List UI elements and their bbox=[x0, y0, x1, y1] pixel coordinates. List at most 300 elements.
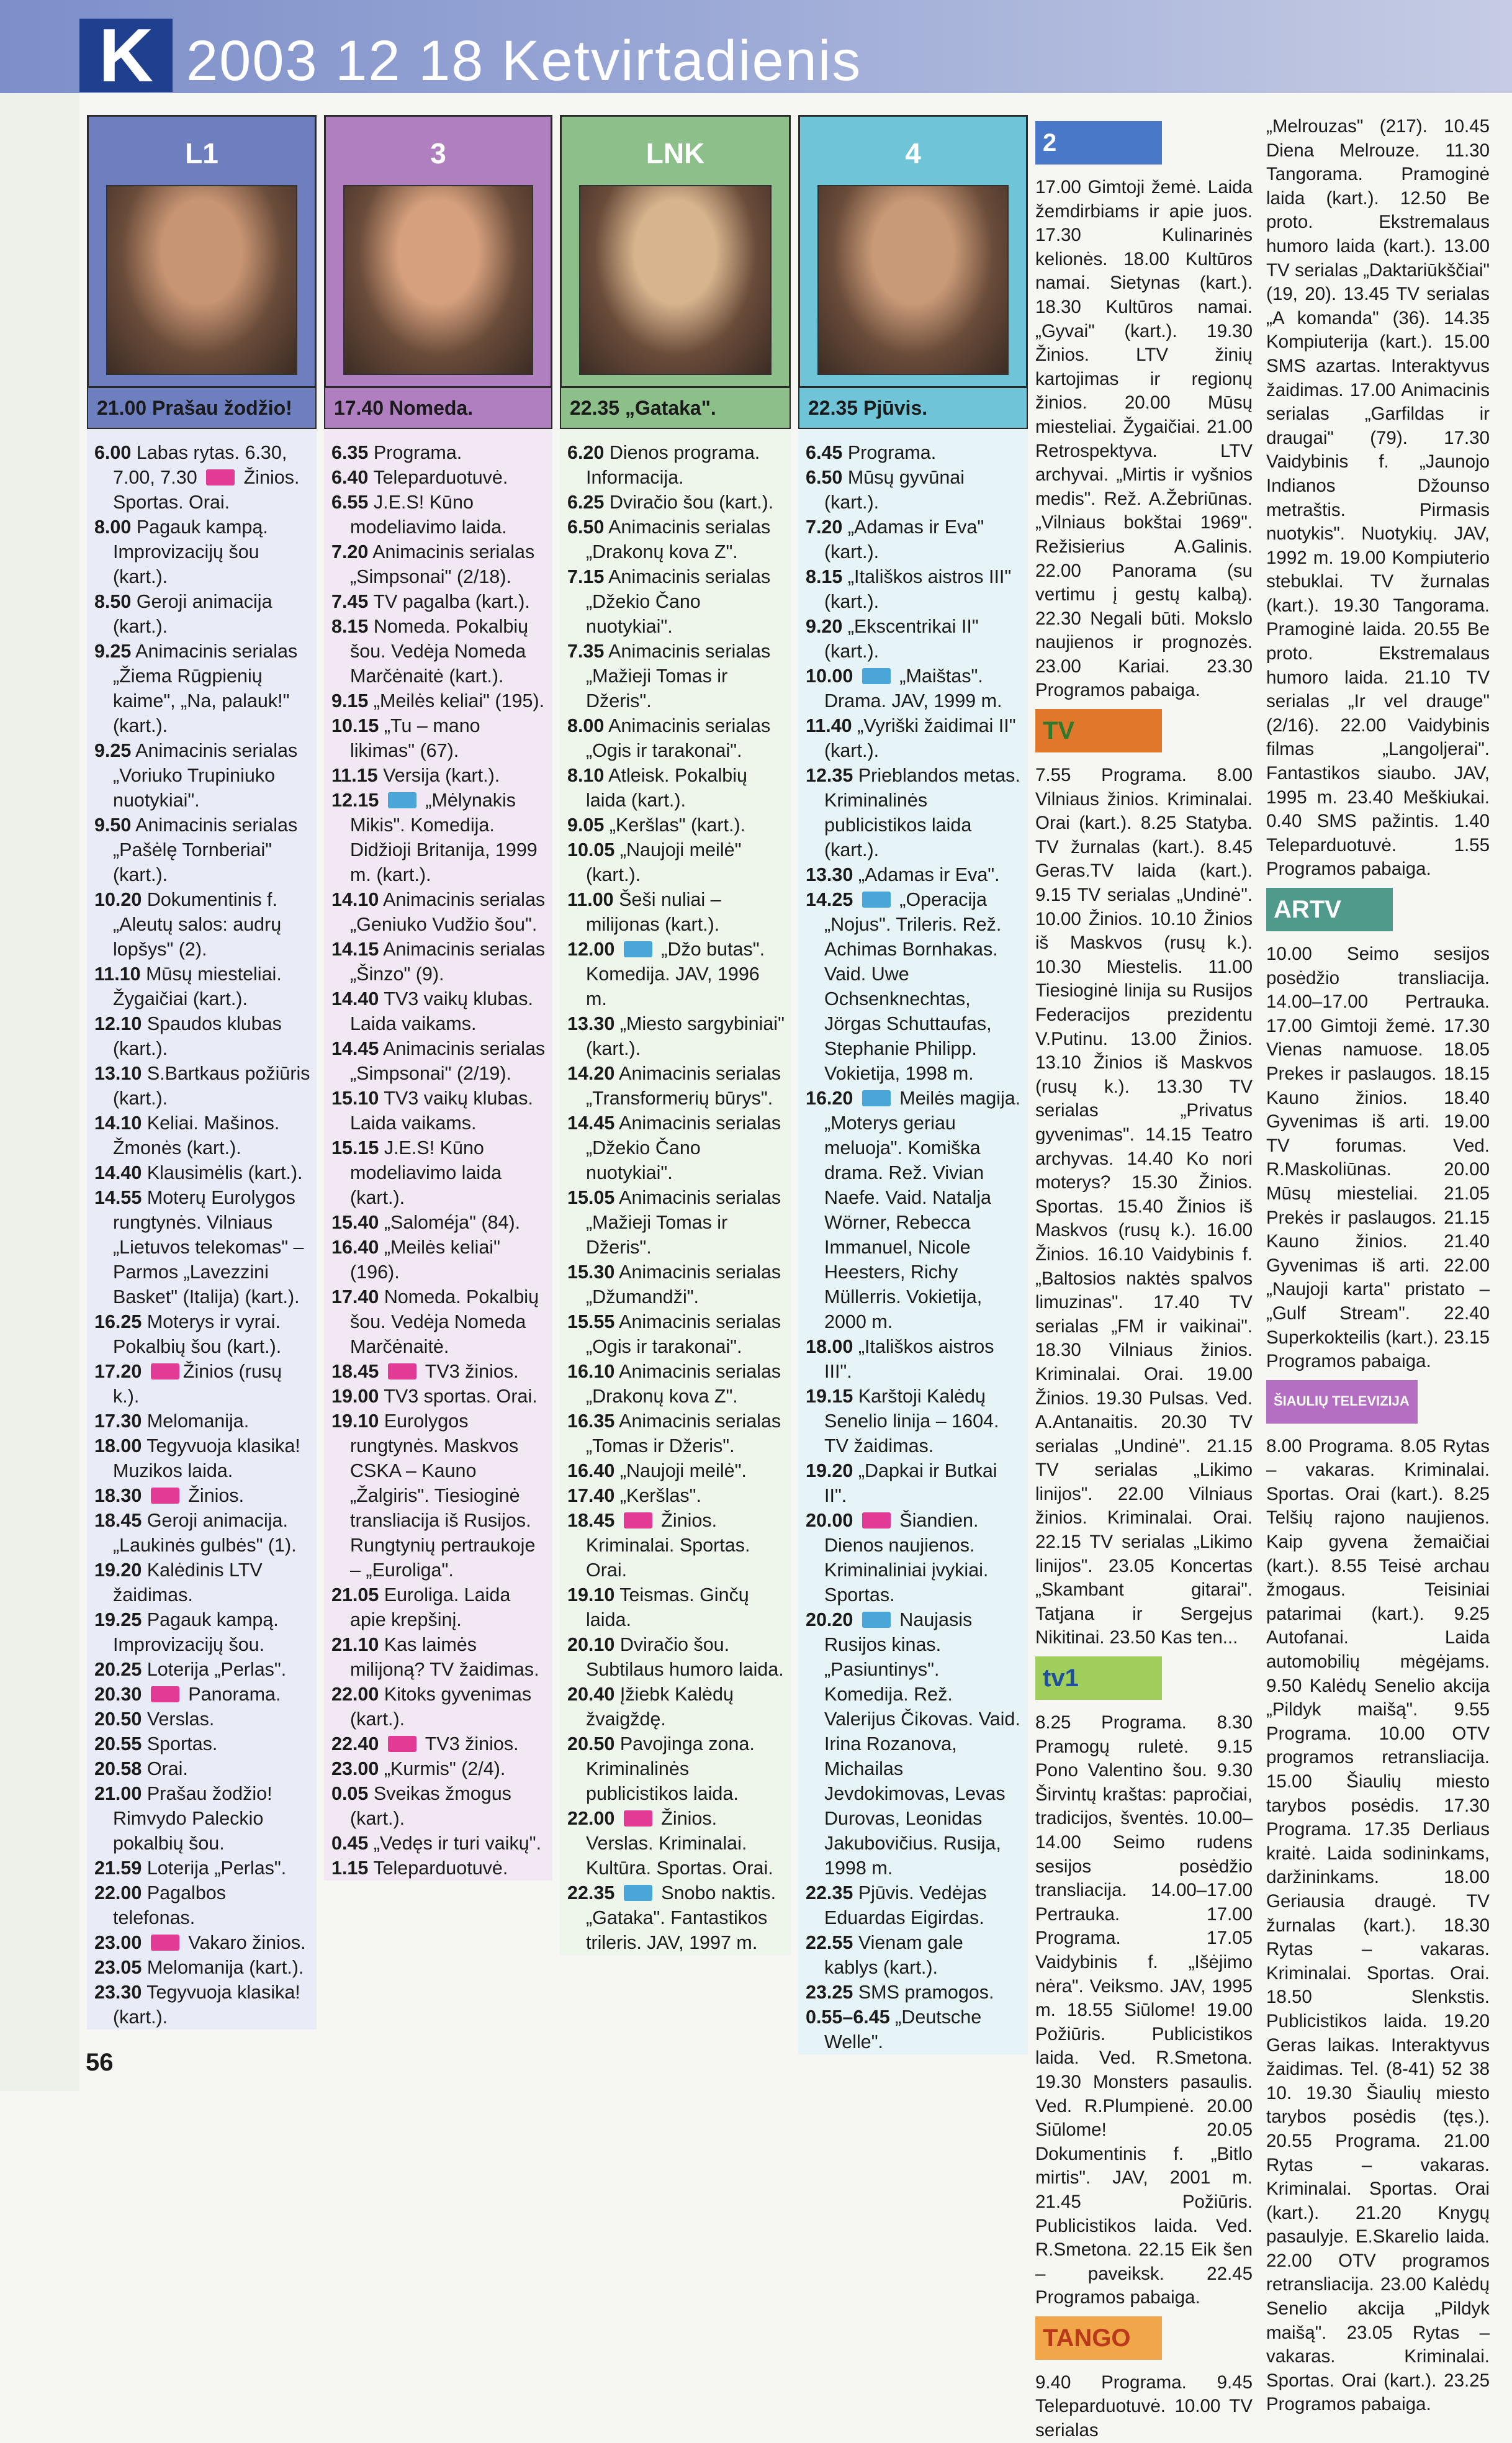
program-title: Mūsų miesteliai. Žygaičiai (kart.). bbox=[113, 964, 282, 1009]
presenter-photo bbox=[579, 185, 772, 375]
program-entry bbox=[94, 1756, 310, 1781]
channel-column bbox=[560, 115, 791, 1955]
program-title: Dienos programa. Informacija. bbox=[586, 442, 760, 488]
program-title-cont: Panorama. bbox=[182, 1684, 281, 1705]
program-title: Kitoks gyvenimas (kart.). bbox=[350, 1684, 532, 1730]
program-time: 20.00 bbox=[806, 1510, 853, 1531]
date-heading: 2003 12 18 Ketvirtadienis bbox=[186, 29, 862, 93]
program-entry bbox=[94, 515, 310, 589]
program-title: Animacinis serialas „Džekio Čano nuotykiai". bbox=[586, 1113, 781, 1183]
program-time: 21.05 bbox=[331, 1584, 379, 1605]
program-entry bbox=[331, 1384, 546, 1409]
program-time: 19.10 bbox=[567, 1584, 615, 1605]
program-title: S.Bartkaus požiūris (kart.). bbox=[113, 1063, 310, 1109]
program-entry bbox=[331, 540, 546, 589]
program-entry bbox=[806, 1086, 1022, 1334]
program-title: J.E.S! Kūno modeliavimo laida. bbox=[350, 492, 507, 538]
program-entry bbox=[331, 1359, 546, 1384]
program-entry bbox=[94, 1409, 310, 1434]
program-entry bbox=[331, 1632, 546, 1682]
program-title: Kas laimės milijoną? TV žaidimas. bbox=[350, 1634, 539, 1680]
program-title: Teismas. Ginčų laida. bbox=[586, 1584, 749, 1630]
program-entry bbox=[94, 440, 310, 515]
program-time: 14.10 bbox=[94, 1113, 142, 1134]
program-time: 9.50 bbox=[94, 815, 132, 836]
program-title: Verslas. bbox=[146, 1709, 215, 1730]
program-time: 6.25 bbox=[567, 492, 605, 513]
lnk-logo: LNK bbox=[646, 137, 705, 169]
tango-tv-logo: TANGO bbox=[1035, 2316, 1162, 2360]
film-badge-icon bbox=[624, 941, 652, 957]
program-entry bbox=[94, 639, 310, 738]
news-badge-icon bbox=[151, 1935, 179, 1951]
program-title: „Miesto sargybiniai" (kart.). bbox=[586, 1013, 785, 1059]
program-title-cont: „Džo butas". Komedija. JAV, 1996 m. bbox=[586, 939, 765, 1009]
channel-card bbox=[324, 115, 552, 388]
program-time: 15.40 bbox=[331, 1212, 379, 1233]
siauliu-tv-logo: ŠIAULIŲ TELEVIZIJA bbox=[1266, 1380, 1418, 1424]
program-time: 16.35 bbox=[567, 1411, 615, 1432]
program-entry bbox=[331, 788, 546, 887]
program-entry bbox=[806, 763, 1022, 862]
program-time: 11.40 bbox=[806, 715, 852, 736]
program-time: 14.45 bbox=[331, 1038, 379, 1059]
channel-schedule-text: 9.40 Programa. 9.45 Teleparduotuvė. 10.00 TV serialas bbox=[1035, 2372, 1253, 2441]
film-badge-icon bbox=[624, 1885, 652, 1901]
program-title: „Naujoji meilė" (kart.). bbox=[586, 839, 742, 885]
program-entry bbox=[331, 1583, 546, 1632]
program-title: Dokumentinis f. „Aleutų salos: audrų lopšys" (2). bbox=[113, 889, 282, 960]
program-title: Animacinis serialas „Simpsonai" (2/19). bbox=[350, 1038, 546, 1084]
news-badge-icon bbox=[388, 1363, 416, 1380]
program-entry bbox=[567, 1458, 785, 1483]
program-title: TV3 sportas. Orai. bbox=[384, 1386, 538, 1407]
program-time: 18.00 bbox=[94, 1435, 142, 1456]
program-entry bbox=[94, 1930, 310, 1955]
program-time: 14.45 bbox=[567, 1113, 615, 1134]
program-title: Dviračio šou (kart.). bbox=[609, 492, 774, 513]
program-time: 23.00 bbox=[331, 1758, 379, 1779]
program-time: 23.05 bbox=[94, 1957, 142, 1978]
program-time: 18.45 bbox=[567, 1510, 615, 1531]
program-title: J.E.S! Kūno modeliavimo laida (kart.). bbox=[350, 1137, 502, 1208]
program-title: Karštoji Kalėdų Senelio linija – 1604. TV žaidimas. bbox=[824, 1386, 999, 1456]
program-title-cont: TV3 žinios. bbox=[420, 1733, 519, 1754]
news-badge-icon bbox=[206, 469, 235, 485]
program-title-cont: „Maištas". Drama. JAV, 1999 m. bbox=[824, 666, 1002, 711]
program-title: Pagauk kampą. Improvizacijų šou (kart.). bbox=[113, 517, 268, 587]
program-title: Pagalbos telefonas. bbox=[113, 1882, 226, 1928]
program-title: Animacinis serialas „Mažieji Tomas ir Džeris". bbox=[586, 1187, 781, 1258]
program-title: „Vyriški žaidimai II" (kart.). bbox=[824, 715, 1016, 761]
program-time: 16.40 bbox=[567, 1460, 615, 1481]
program-title: Geroji animacija. „Laukinės gulbės" (1). bbox=[113, 1510, 297, 1556]
program-time: 15.55 bbox=[567, 1311, 615, 1332]
program-entry bbox=[331, 589, 546, 614]
news-badge-icon bbox=[151, 1488, 179, 1504]
program-title-cont: „Mėlynakis Mikis". Komedija. Didžioji Britanija, 1999 m. (kart.). bbox=[350, 790, 538, 885]
program-time: 7.15 bbox=[567, 566, 605, 587]
program-entry bbox=[331, 614, 546, 689]
program-time: 18.00 bbox=[806, 1336, 853, 1357]
program-entry bbox=[94, 1732, 310, 1756]
page-margin bbox=[0, 93, 79, 2091]
program-time: 0.55–6.45 bbox=[806, 2007, 890, 2028]
program-entry bbox=[567, 1583, 785, 1632]
program-entry bbox=[331, 1682, 546, 1732]
program-time: 17.20 bbox=[94, 1361, 142, 1382]
program-title: Dviračio šou. Subtilaus humoro laida. bbox=[586, 1634, 784, 1680]
program-entry bbox=[331, 1409, 546, 1583]
program-time: 10.20 bbox=[94, 889, 142, 910]
program-title: Animacinis serialas „Šinzo" (9). bbox=[350, 939, 546, 985]
program-time: 13.30 bbox=[806, 864, 853, 885]
program-title: „Adamas ir Eva". bbox=[858, 864, 1000, 885]
program-title: Loterija „Perlas". bbox=[146, 1659, 287, 1680]
program-title: Animacinis serialas „Ogis ir tarakonai". bbox=[586, 1311, 781, 1357]
program-title: „Meilės keliai" (195). bbox=[373, 690, 545, 711]
film-badge-icon bbox=[862, 1612, 891, 1628]
program-title-cont: Žinios. Sportas. Orai. bbox=[113, 467, 300, 513]
program-time: 22.00 bbox=[567, 1808, 615, 1829]
program-time: 19.20 bbox=[806, 1460, 853, 1481]
program-title: Vienam gale kablys (kart.). bbox=[824, 1932, 963, 1978]
program-entry bbox=[331, 1210, 546, 1235]
page-number: 56 bbox=[86, 2049, 114, 2076]
program-entry bbox=[806, 515, 1022, 564]
film-badge-icon bbox=[862, 892, 891, 908]
program-title: Animacinis serialas „Džumandži". bbox=[586, 1262, 781, 1307]
program-title: „Itališkos aistros III" (kart.). bbox=[824, 566, 1012, 612]
presenter-photo bbox=[343, 185, 533, 375]
program-entry bbox=[94, 1955, 310, 1980]
program-entry bbox=[331, 937, 546, 987]
program-time: 17.30 bbox=[94, 1411, 142, 1432]
program-time: 6.55 bbox=[331, 492, 369, 513]
program-entry bbox=[331, 440, 546, 465]
program-title: Programa. bbox=[847, 442, 937, 463]
program-entry bbox=[567, 440, 785, 490]
program-title-cont: Naujasis Rusijos kinas. „Pasiuntinys". Komedija. Rež. Valerijus Čikovas. Vaid. Irina Rozanova, Michailas Jevdokimovas, Levas Durovas, Leonidas Jakubovičius. Rusija, 1998 m. bbox=[824, 1609, 1020, 1879]
program-time: 16.10 bbox=[567, 1361, 615, 1382]
program-title: „Kurmis" (2/4). bbox=[384, 1758, 506, 1779]
program-title: Geroji animacija (kart.). bbox=[113, 591, 272, 637]
highlight-program: 22.35 „Gataka". bbox=[560, 388, 791, 429]
program-time: 13.10 bbox=[94, 1063, 142, 1084]
program-time: 20.30 bbox=[94, 1684, 142, 1705]
program-entry bbox=[94, 1881, 310, 1930]
program-time: 7.35 bbox=[567, 641, 605, 662]
program-title: Nomeda. Pokalbių šou. Vedėja Nomeda Marčėnaitė. bbox=[350, 1286, 539, 1357]
program-time: 9.25 bbox=[94, 740, 132, 761]
program-title: „Itališkos aistros III". bbox=[824, 1336, 994, 1382]
program-time: 22.00 bbox=[331, 1684, 379, 1705]
program-title: Animacinis serialas „Mažieji Tomas ir Džeris". bbox=[586, 641, 771, 711]
section-letter: K bbox=[79, 19, 173, 92]
program-entry bbox=[567, 1409, 785, 1458]
program-entry bbox=[806, 862, 1022, 887]
program-title: TV3 vaikų klubas. Laida vaikams. bbox=[350, 1088, 533, 1134]
program-title: Animacinis serialas „Tomas ir Džeris". bbox=[586, 1411, 781, 1456]
program-entry bbox=[94, 1434, 310, 1483]
program-title: Animacinis serialas „Ogis ir tarakonai". bbox=[586, 715, 771, 761]
program-title: TV pagalba (kart.). bbox=[373, 591, 530, 612]
program-entry bbox=[94, 887, 310, 962]
program-time: 20.50 bbox=[567, 1733, 615, 1754]
program-title: Tegyvuoja klasika! (kart.). bbox=[113, 1982, 300, 2028]
program-time: 11.10 bbox=[94, 964, 141, 985]
program-title: Spaudos klubas (kart.). bbox=[113, 1013, 282, 1059]
program-entry bbox=[567, 1011, 785, 1061]
program-entry bbox=[94, 1781, 310, 1856]
program-entry bbox=[567, 1732, 785, 1806]
news-badge-icon bbox=[862, 1512, 891, 1529]
program-time: 18.30 bbox=[94, 1485, 142, 1506]
program-entry bbox=[567, 1483, 785, 1508]
film-badge-icon bbox=[862, 668, 891, 684]
channel-schedule-text: 8.25 Programa. 8.30 Pramogų ruletė. 9.15 Pono Valentino šou. 9.30 Širvintų kraštas: papročiai, tradicijos, šventės. 10.00–14.00 Seimo rudens sesijos posėdžio transliacija. 14.00–17.00 Pertrauka. 17.00 Programa. 17.05 Vaidybinis f. „Išėjimo nėra". Veiksmo. JAV, 1995 m. 18.55 Siūlome! 19.00 Požiūris. Publicistikos laida. Ved. R.Smetona. 19.30 Monsters pasaulis. Ved. R.Plumpienė. 20.00 Siūlome! 20.05 Dokumentinis f. „Bitlo mirtis". JAV, 2001 m. 21.45 Požiūris. Publicistikos laida. Ved. R.Smetona. 22.15 Eik šen – paveiksk. 22.45 Programos pabaiga. bbox=[1035, 1712, 1253, 2308]
presenter-photo bbox=[817, 185, 1009, 375]
regional-channels-column-1 bbox=[1035, 115, 1253, 2443]
program-title: Animacinis serialas „Transformerių būrys". bbox=[586, 1063, 781, 1109]
program-entry bbox=[94, 1011, 310, 1061]
program-time: 6.20 bbox=[567, 442, 605, 463]
program-time: 15.05 bbox=[567, 1187, 615, 1208]
program-time: 12.10 bbox=[94, 1013, 142, 1034]
program-title: „Adamas ir Eva" (kart.). bbox=[824, 517, 984, 562]
program-entry bbox=[806, 1508, 1022, 1607]
program-entry bbox=[94, 1359, 310, 1409]
program-time: 23.25 bbox=[806, 1982, 853, 2003]
program-entry bbox=[331, 763, 546, 788]
program-title: Labas rytas. 6.30, 7.00, 7.30 bbox=[113, 442, 287, 488]
program-time: 11.00 bbox=[567, 889, 614, 910]
program-entry bbox=[94, 589, 310, 639]
program-entry bbox=[806, 440, 1022, 465]
program-entry bbox=[806, 1384, 1022, 1458]
program-title: Versija (kart.). bbox=[383, 765, 500, 786]
program-title: Orai. bbox=[146, 1758, 188, 1779]
program-time: 20.58 bbox=[94, 1758, 142, 1779]
program-entry bbox=[567, 1508, 785, 1583]
program-time: 21.00 bbox=[94, 1783, 142, 1804]
program-title: Įžiebk Kalėdų žvaigždę. bbox=[586, 1684, 734, 1730]
program-list bbox=[560, 429, 791, 1955]
program-time: 19.25 bbox=[94, 1609, 142, 1630]
program-title: Animacinis serialas „Žiema Rūgpienių kaime", „Na, palauk!" (kart.). bbox=[113, 641, 298, 736]
program-time: 19.00 bbox=[331, 1386, 379, 1407]
program-entry bbox=[567, 1111, 785, 1185]
program-title: Pagauk kampą. Improvizacijų šou. bbox=[113, 1609, 279, 1655]
program-time: 9.20 bbox=[806, 616, 843, 637]
program-title: Pavojinga zona. Kriminalinės publicistikos laida. bbox=[586, 1733, 755, 1804]
program-time: 14.15 bbox=[331, 939, 379, 960]
program-title: Loterija „Perlas". bbox=[146, 1858, 287, 1879]
highlight-program: 22.35 Pjūvis. bbox=[798, 388, 1028, 429]
program-time: 14.55 bbox=[94, 1187, 142, 1208]
artv-logo: ARTV bbox=[1266, 888, 1393, 931]
program-time: 16.20 bbox=[806, 1088, 853, 1109]
program-entry bbox=[806, 664, 1022, 713]
program-entry bbox=[94, 1309, 310, 1359]
channel-card bbox=[798, 115, 1028, 388]
program-time: 6.45 bbox=[806, 442, 843, 463]
program-title: „Ekscentrikai II" (kart.). bbox=[824, 616, 979, 662]
program-time: 6.50 bbox=[806, 467, 843, 488]
program-title: Animacinis serialas „Džekio Čano nuotykiai". bbox=[586, 566, 771, 637]
program-title: Prašau žodžio! Rimvydo Paleckio pokalbių šou. bbox=[113, 1783, 272, 1854]
program-time: 22.40 bbox=[331, 1733, 379, 1754]
program-title-cont: Žinios (rusų k.). bbox=[113, 1361, 282, 1407]
program-title: Moterų Eurolygos rungtynės. Vilniaus „Lietuvos telekomas" – Parmos „Lavezzini Basket" (Italija) (kart.). bbox=[113, 1187, 304, 1307]
program-title: Keliai. Mašinos. Žmonės (kart.). bbox=[113, 1113, 280, 1158]
program-time: 22.35 bbox=[806, 1882, 853, 1903]
program-time: 9.15 bbox=[331, 690, 369, 711]
page-header bbox=[0, 0, 1512, 93]
program-entry bbox=[331, 713, 546, 763]
program-entry bbox=[567, 763, 785, 813]
program-entry bbox=[567, 1185, 785, 1260]
program-entry bbox=[94, 1856, 310, 1881]
program-title: „Tu – mano likimas" (67). bbox=[350, 715, 480, 761]
program-entry bbox=[94, 1508, 310, 1558]
program-time: 8.00 bbox=[567, 715, 605, 736]
program-entry bbox=[567, 887, 785, 937]
program-title-cont: Žinios. Kriminalai. Sportas. Orai. bbox=[586, 1510, 750, 1581]
news-badge-icon bbox=[388, 1736, 416, 1752]
program-title-cont: „Operacija „Nojus". Trileris. Rež. Achimas Bornhakas. Vaid. Uwe Ochsenknechtas, Jörgas Schuttaufas, Stephanie Philipp. Vokietija, 1998 m. bbox=[824, 889, 1002, 1084]
program-title: Kalėdinis LTV žaidimas. bbox=[113, 1560, 263, 1605]
program-time: 15.30 bbox=[567, 1262, 615, 1283]
program-entry bbox=[331, 1781, 546, 1831]
program-time: 6.40 bbox=[331, 467, 369, 488]
program-entry bbox=[331, 1285, 546, 1359]
program-title: Animacinis serialas „Voriuko Trupiniuko nuotykiai". bbox=[113, 740, 298, 811]
program-time: 8.00 bbox=[94, 517, 132, 538]
program-entry bbox=[806, 2005, 1022, 2054]
program-time: 16.25 bbox=[94, 1311, 142, 1332]
program-time: 21.59 bbox=[94, 1858, 142, 1879]
program-time: 13.30 bbox=[567, 1013, 615, 1034]
program-time: 15.15 bbox=[331, 1137, 379, 1158]
program-title: Sportas. bbox=[146, 1733, 218, 1754]
program-time: 19.15 bbox=[806, 1386, 853, 1407]
program-entry bbox=[567, 564, 785, 639]
program-time: 1.15 bbox=[331, 1858, 369, 1879]
presenter-photo bbox=[106, 185, 297, 375]
program-time: 6.00 bbox=[94, 442, 132, 463]
program-time: 17.40 bbox=[331, 1286, 379, 1307]
program-time: 10.05 bbox=[567, 839, 615, 860]
program-title: Euroliga. Laida apie krepšinį. bbox=[350, 1584, 511, 1630]
news-badge-icon bbox=[151, 1686, 179, 1702]
program-time: 9.05 bbox=[567, 815, 605, 836]
program-entry bbox=[567, 490, 785, 515]
program-entry bbox=[806, 1334, 1022, 1384]
program-title-cont: Žinios. bbox=[182, 1485, 245, 1506]
program-entry bbox=[567, 1806, 785, 1881]
channel-schedule-text: 8.00 Programa. 8.05 Rytas – vakaras. Kriminalai. Sportas. Orai (kart.). 8.25 Telšių rajono naujienos. Kaip gyvena žemaičiai (kart.). 8.55 Teisė archau žmogaus. Teisiniai patarimai (kart.). 9.25 Autofanai. Laida automobilių mėgėjams. 9.50 Kalėdų Senelio akcija „Pildyk maišą". 9.55 Programa. 10.00 OTV programos retransliacija. 15.00 Šiaulių miesto tarybos posėdis. 17.30 Programa. 17.35 Derliaus kraitė. Laida sodininkams, daržininkams. 18.00 Geriausia draugė. TV žurnalas (kart.). 18.30 Rytas – vakaras. Kriminalai. Sportas. Orai. 18.50 Slenkstis. Publicistikos laida. 19.20 Geras laikas. Interaktyvus žaidimas. Tel. (8-41) 52 38 10. 19.30 Šiaulių miesto tarybos posėdis (tęs.). 20.55 Programa. 21.00 Rytas – vakaras. Kriminalai. Sportas. Orai (kart.). 21.20 Knygų pasaulyje. E.Skarelio laida. 22.00 OTV programos retransliacija. 23.00 Kalėdų Senelio akcija „Pildyk maišą". 23.05 Rytas – vakaras. Kriminalai. Sportas. Orai (kart.). 23.25 Programos pabaiga. bbox=[1266, 1435, 1490, 2415]
program-entry bbox=[806, 1930, 1022, 1980]
program-title-cont: Šiandien. Dienos naujienos. Kriminaliniai įvykiai. Sportas. bbox=[824, 1510, 989, 1605]
program-entry bbox=[331, 1036, 546, 1086]
program-time: 8.15 bbox=[331, 616, 369, 637]
news-badge-icon bbox=[624, 1512, 652, 1529]
program-title-cont: Vakaro žinios. bbox=[182, 1932, 306, 1953]
channel-schedule-text: „Melrouzas" (217). 10.45 Diena Melrouze. 11.30 Tangorama. Pramoginė laida (kart.). 12.50 Be proto. Ekstremalaus humoro laida (kart.). 13.00 TV serialas „Daktariūkščiai" (19, 20). 13.45 TV serialas „A komanda" (36). 14.35 Kompiuterija (kart.). 15.00 SMS azartas. Interaktyvus žaidimas. 17.00 Animacinis serialas „Garfildas ir draugai" (79). 17.30 Vaidybinis f. „Jaunojo Indianos Džounso metraštis. Pirmasis nuotykis". Nuotykių. JAV, 1992 m. 19.00 Kompiuterio stebuklai. TV žurnalas (kart.). 19.30 Tangorama. Pramoginė laida. 20.55 Be proto. Ekstremalaus humoro laida. 21.10 TV serialas „Ir vel drauge" (2/16). 22.00 Vaidybinis filmas „Langoljerai". Fantastikos siaubo. JAV, 1995 m. 23.40 Meškiukai. 0.40 SMS pažintis. 1.40 Teleparduotuvė. 1.55 Programos pabaiga. bbox=[1266, 116, 1490, 880]
program-time: 20.10 bbox=[567, 1634, 615, 1655]
program-list bbox=[798, 429, 1028, 2054]
program-list bbox=[87, 429, 317, 2030]
program-entry bbox=[806, 713, 1022, 763]
program-time: 14.40 bbox=[94, 1162, 142, 1183]
program-entry bbox=[567, 813, 785, 838]
program-title: „Keršlas". bbox=[619, 1485, 701, 1506]
program-entry bbox=[331, 1732, 546, 1756]
program-time: 10.15 bbox=[331, 715, 379, 736]
program-entry bbox=[331, 689, 546, 713]
program-time: 15.10 bbox=[331, 1088, 379, 1109]
program-time: 20.40 bbox=[567, 1684, 615, 1705]
program-entry bbox=[331, 887, 546, 937]
program-time: 0.45 bbox=[331, 1833, 369, 1854]
program-title: Teleparduotuvė. bbox=[373, 467, 508, 488]
vilniaus-tv-logo: TV bbox=[1035, 709, 1162, 752]
program-title: „Deutsche Welle". bbox=[824, 2007, 982, 2052]
program-entry bbox=[567, 1309, 785, 1359]
program-title: SMS pramogos. bbox=[858, 1982, 994, 2003]
program-time: 7.20 bbox=[331, 541, 369, 562]
program-title: Animacinis serialas „Pašėlę Tornberiai" (kart.). bbox=[113, 815, 298, 885]
program-entry bbox=[567, 713, 785, 763]
program-title: Animacinis serialas „Geniuko Vudžio šou". bbox=[350, 889, 546, 935]
program-time: 8.50 bbox=[94, 591, 132, 612]
program-entry bbox=[567, 1260, 785, 1309]
program-time: 14.20 bbox=[567, 1063, 615, 1084]
program-title: Melomanija. bbox=[146, 1411, 250, 1432]
program-time: 10.00 bbox=[806, 666, 853, 687]
program-time: 12.00 bbox=[567, 939, 615, 960]
program-title: Animacinis serialas „Drakonų kova Z". bbox=[586, 1361, 781, 1407]
program-time: 11.15 bbox=[331, 765, 378, 786]
program-title-cont: Meilės magija. „Moterys geriau meluoja". Komiška drama. Rež. Vivian Naefe. Vaid. Natalja Wörner, Rebecca Immanuel, Nicole Heesters, Richy Müllerris. Vokietija, 2000 m. bbox=[824, 1088, 1021, 1332]
program-title-cont: Snobo naktis. „Gataka". Fantastikos trileris. JAV, 1997 m. bbox=[586, 1882, 776, 1953]
program-entry bbox=[94, 962, 310, 1011]
tv3-logo: 3 bbox=[430, 137, 446, 169]
highlight-program: 21.00 Prašau žodžio! bbox=[87, 388, 317, 429]
program-time: 0.05 bbox=[331, 1783, 369, 1804]
program-time: 21.10 bbox=[331, 1634, 379, 1655]
program-title: Pjūvis. Vedėjas Eduardas Eigirdas. bbox=[824, 1882, 987, 1928]
program-title: TV3 vaikų klubas. Laida vaikams. bbox=[350, 988, 533, 1034]
program-entry bbox=[567, 1061, 785, 1111]
program-entry bbox=[567, 1632, 785, 1682]
program-entry bbox=[331, 1136, 546, 1210]
program-entry bbox=[806, 887, 1022, 1086]
program-entry bbox=[94, 1185, 310, 1309]
program-entry bbox=[331, 1235, 546, 1285]
program-time: 8.10 bbox=[567, 765, 605, 786]
ltv2-logo: 2 bbox=[1035, 121, 1162, 165]
channel-card bbox=[87, 115, 317, 388]
news-badge-icon bbox=[624, 1810, 652, 1827]
program-time: 19.20 bbox=[94, 1560, 142, 1581]
program-entry bbox=[331, 1086, 546, 1136]
program-time: 14.10 bbox=[331, 889, 379, 910]
program-entry bbox=[94, 1558, 310, 1607]
regional-channels-column-2 bbox=[1266, 115, 1490, 2417]
program-title: Sveikas žmogus (kart.). bbox=[350, 1783, 511, 1829]
